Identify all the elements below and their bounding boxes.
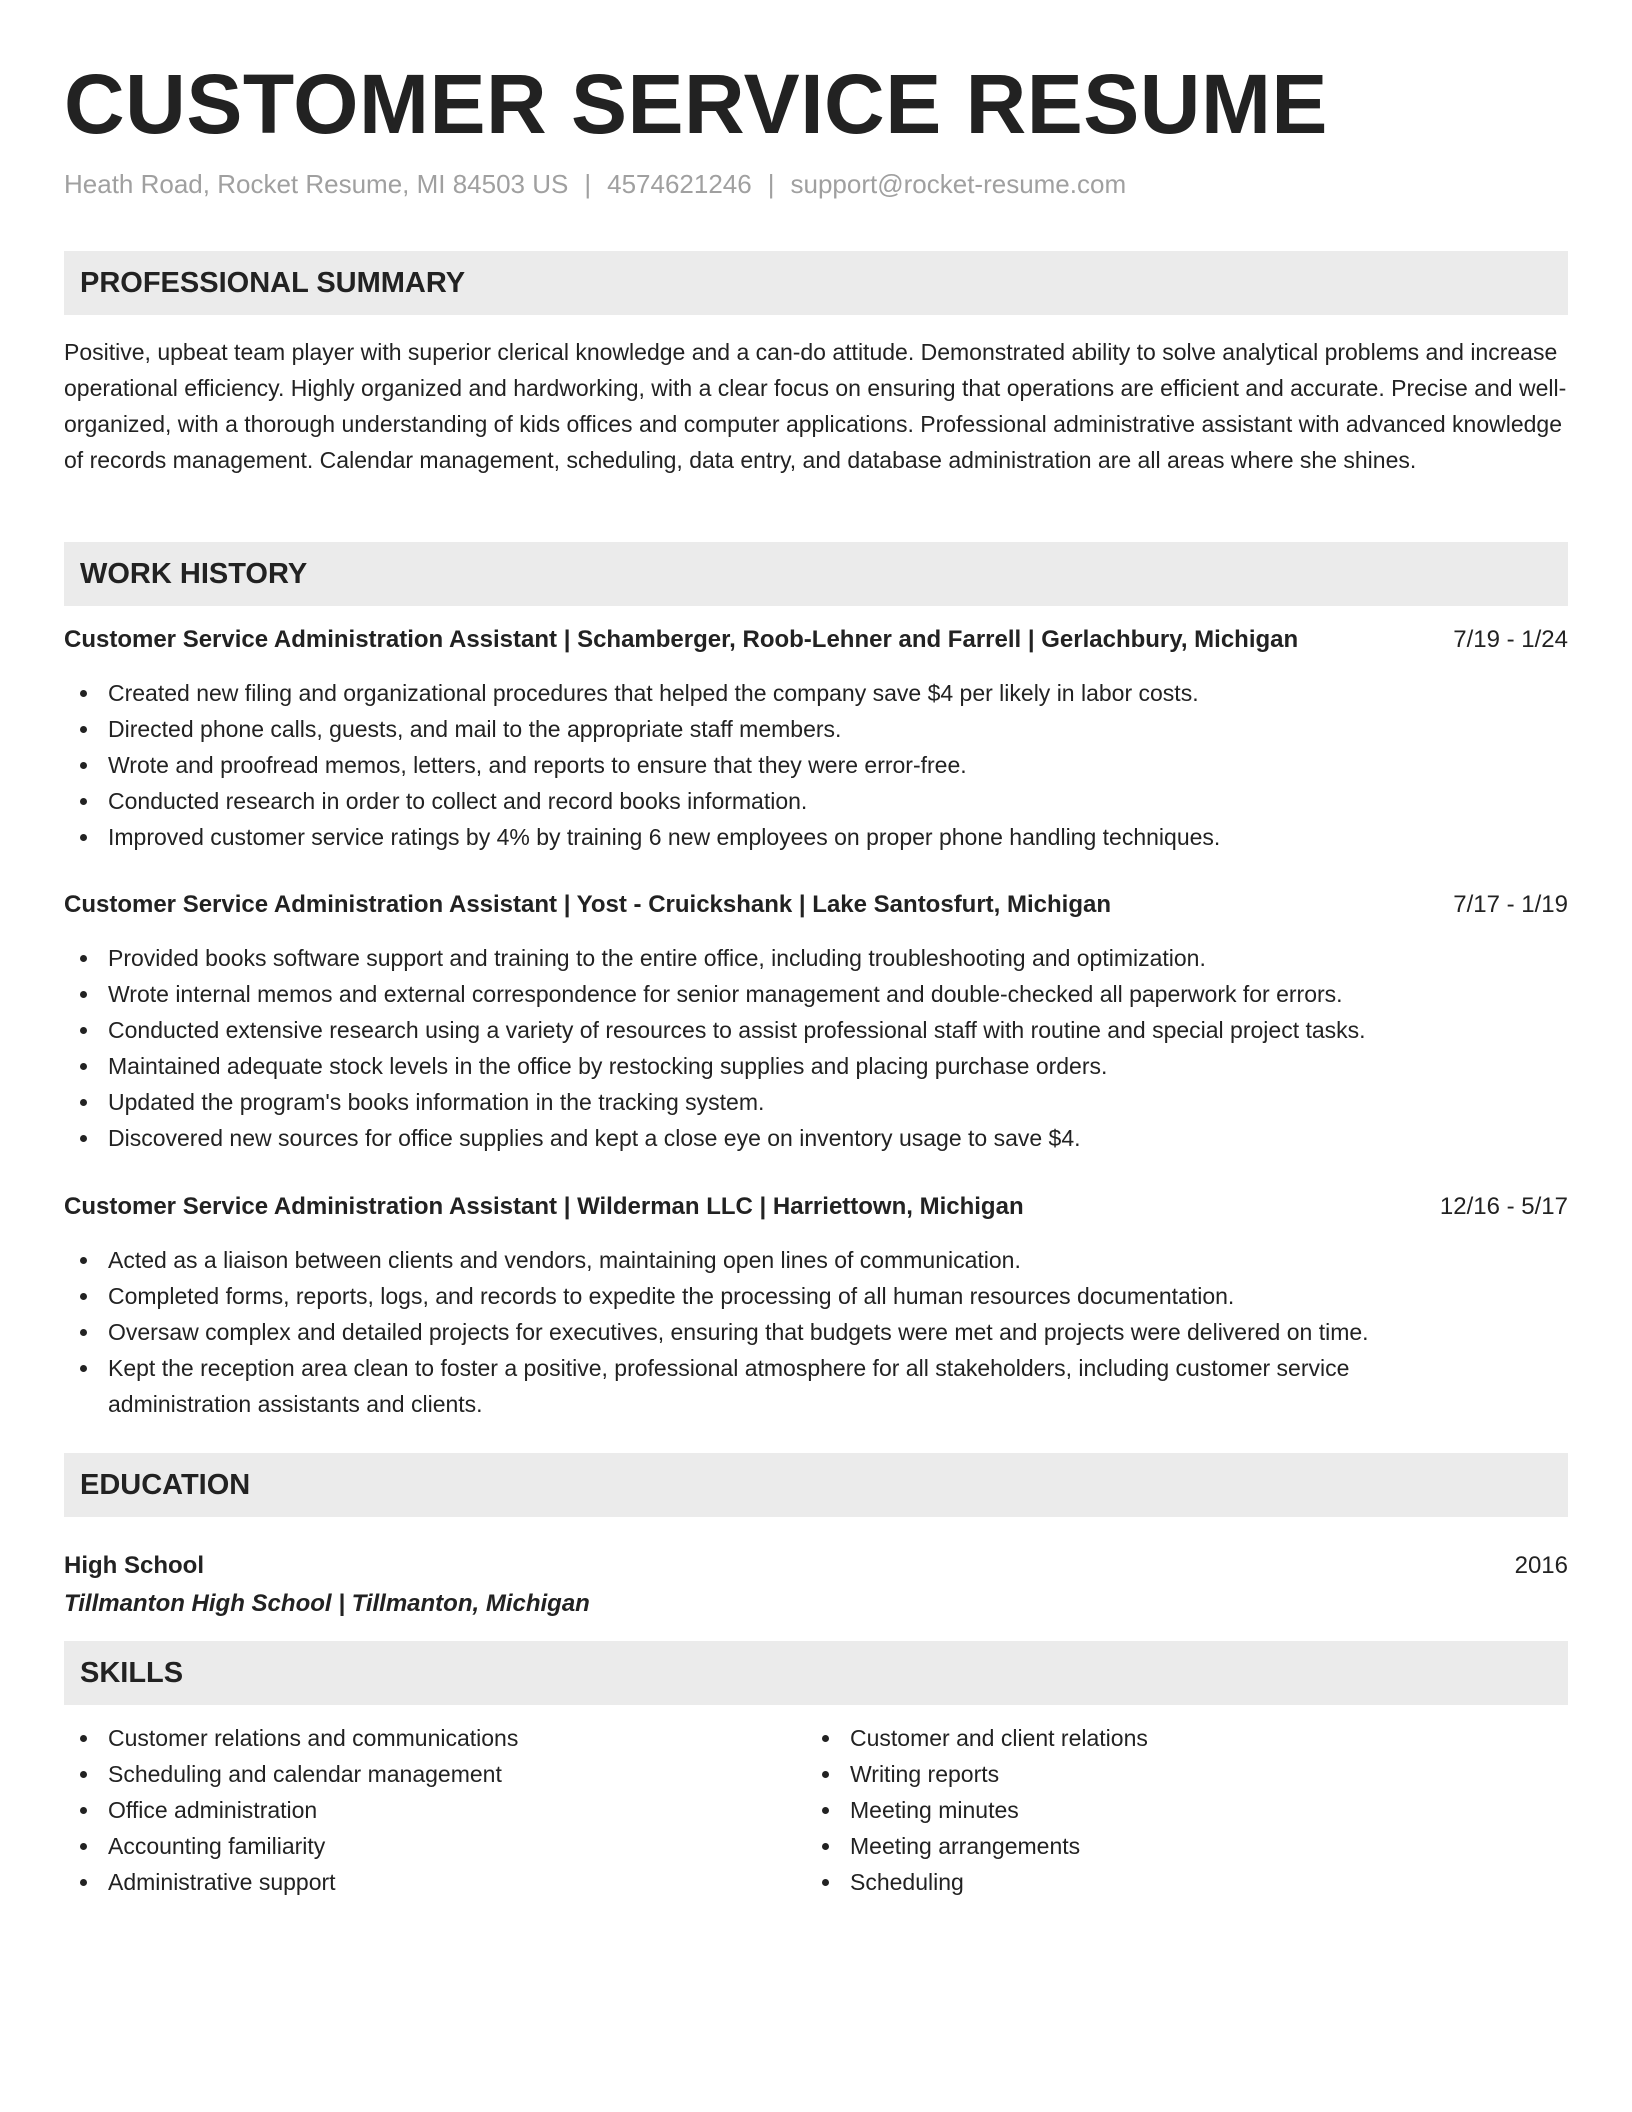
skill-item: Customer relations and communications bbox=[64, 1720, 764, 1756]
job-bullet: Discovered new sources for office supplies and kept a close eye on inventory usage to save $4. bbox=[64, 1120, 1568, 1156]
job-bullet: Maintained adequate stock levels in the office by restocking supplies and placing purchase orders. bbox=[64, 1048, 1568, 1084]
job-bullet: Completed forms, reports, logs, and records to expedite the processing of all human resources documentation. bbox=[64, 1278, 1464, 1314]
skill-item: Meeting minutes bbox=[806, 1792, 1506, 1828]
resume-title: CUSTOMER SERVICE RESUME bbox=[64, 57, 1328, 151]
job-dates: 12/16 - 5/17 bbox=[1439, 1193, 1568, 1220]
contact-separator: | bbox=[584, 169, 592, 199]
job-bullet: Oversaw complex and detailed projects for executives, ensuring that budgets were met and projects were delivered on time. bbox=[64, 1314, 1464, 1350]
job-header bbox=[64, 887, 1568, 923]
job-dates: 7/19 - 1/24 bbox=[1453, 626, 1568, 653]
education-year: 2016 bbox=[1514, 1552, 1568, 1579]
skill-item: Office administration bbox=[64, 1792, 764, 1828]
job-bullet: Wrote internal memos and external correspondence for senior management and double-checked all paperwork for errors. bbox=[64, 976, 1568, 1012]
skill-item: Writing reports bbox=[806, 1756, 1506, 1792]
skill-item: Meeting arrangements bbox=[806, 1828, 1506, 1864]
job-bullet: Provided books software support and training to the entire office, including troubleshooting and optimization. bbox=[64, 940, 1568, 976]
job-header bbox=[64, 1189, 1568, 1225]
job-bullet: Kept the reception area clean to foster a positive, professional atmosphere for all stakeholders, including customer service administration assistants and clients. bbox=[64, 1350, 1464, 1422]
summary-section-title: PROFESSIONAL SUMMARY bbox=[80, 267, 466, 299]
job-bullet: Conducted extensive research using a variety of resources to assist professional staff with routine and special project tasks. bbox=[64, 1012, 1568, 1048]
skills-section-title: SKILLS bbox=[80, 1657, 184, 1689]
contact-address: Heath Road, Rocket Resume, MI 84503 US bbox=[64, 169, 569, 199]
work-section-header bbox=[64, 542, 1568, 606]
job-dates: 7/17 - 1/19 bbox=[1453, 891, 1568, 918]
contact-separator: | bbox=[767, 169, 775, 199]
job-title: Customer Service Administration Assistant | Wilderman LLC | Harriettown, Michigan bbox=[64, 1193, 1024, 1220]
skill-item: Customer and client relations bbox=[806, 1720, 1506, 1756]
skills-list-right bbox=[806, 1720, 1506, 1900]
job-bullets bbox=[64, 1242, 1464, 1422]
job-bullet: Conducted research in order to collect and record books information. bbox=[64, 783, 1568, 819]
job-bullets bbox=[64, 675, 1568, 855]
job-title: Customer Service Administration Assistant | Yost - Cruickshank | Lake Santosfurt, Michigan bbox=[64, 891, 1112, 918]
summary-text: Positive, upbeat team player with superior clerical knowledge and a can-do attitude. Demonstrated ability to solve analytical problems and increase operational efficiency. Highly organized and hardworking, with a clear focus on ensuring that operations are efficient and accurate. Precise and well-organized, with a thorough understanding of kids offices and computer applications. Professional administrative assistant with advanced knowledge of records management. Calendar management, scheduling, data entry, and database administration are all areas where she shines. bbox=[64, 339, 1567, 473]
skill-item: Scheduling bbox=[806, 1864, 1506, 1900]
job-header bbox=[64, 622, 1568, 658]
education-section-title: EDUCATION bbox=[80, 1469, 251, 1501]
work-section-title: WORK HISTORY bbox=[80, 558, 308, 590]
skill-item: Accounting familiarity bbox=[64, 1828, 764, 1864]
job-bullet: Directed phone calls, guests, and mail to the appropriate staff members. bbox=[64, 711, 1568, 747]
education-section-header bbox=[64, 1453, 1568, 1517]
job-bullet: Improved customer service ratings by 4% by training 6 new employees on proper phone handling techniques. bbox=[64, 819, 1568, 855]
job-bullet: Created new filing and organizational procedures that helped the company save $4 per likely in labor costs. bbox=[64, 675, 1568, 711]
job-bullet: Updated the program's books information in the tracking system. bbox=[64, 1084, 1568, 1120]
skill-item: Scheduling and calendar management bbox=[64, 1756, 764, 1792]
skills-section-header bbox=[64, 1641, 1568, 1705]
summary-section-header bbox=[64, 251, 1568, 315]
skill-item: Administrative support bbox=[64, 1864, 764, 1900]
contact-phone: 4574621246 bbox=[607, 169, 752, 199]
skills-list-left bbox=[64, 1720, 764, 1900]
education-degree: High School bbox=[64, 1552, 204, 1579]
job-bullet: Wrote and proofread memos, letters, and reports to ensure that they were error-free. bbox=[64, 747, 1568, 783]
contact-line bbox=[64, 166, 1126, 202]
contact-email: support@rocket-resume.com bbox=[790, 169, 1127, 199]
job-bullet: Acted as a liaison between clients and vendors, maintaining open lines of communication. bbox=[64, 1242, 1464, 1278]
job-title: Customer Service Administration Assistant | Schamberger, Roob-Lehner and Farrell | Gerlachbury, Michigan bbox=[64, 626, 1299, 653]
education-school: Tillmanton High School | Tillmanton, Michigan bbox=[64, 1590, 590, 1617]
job-bullets bbox=[64, 940, 1568, 1156]
